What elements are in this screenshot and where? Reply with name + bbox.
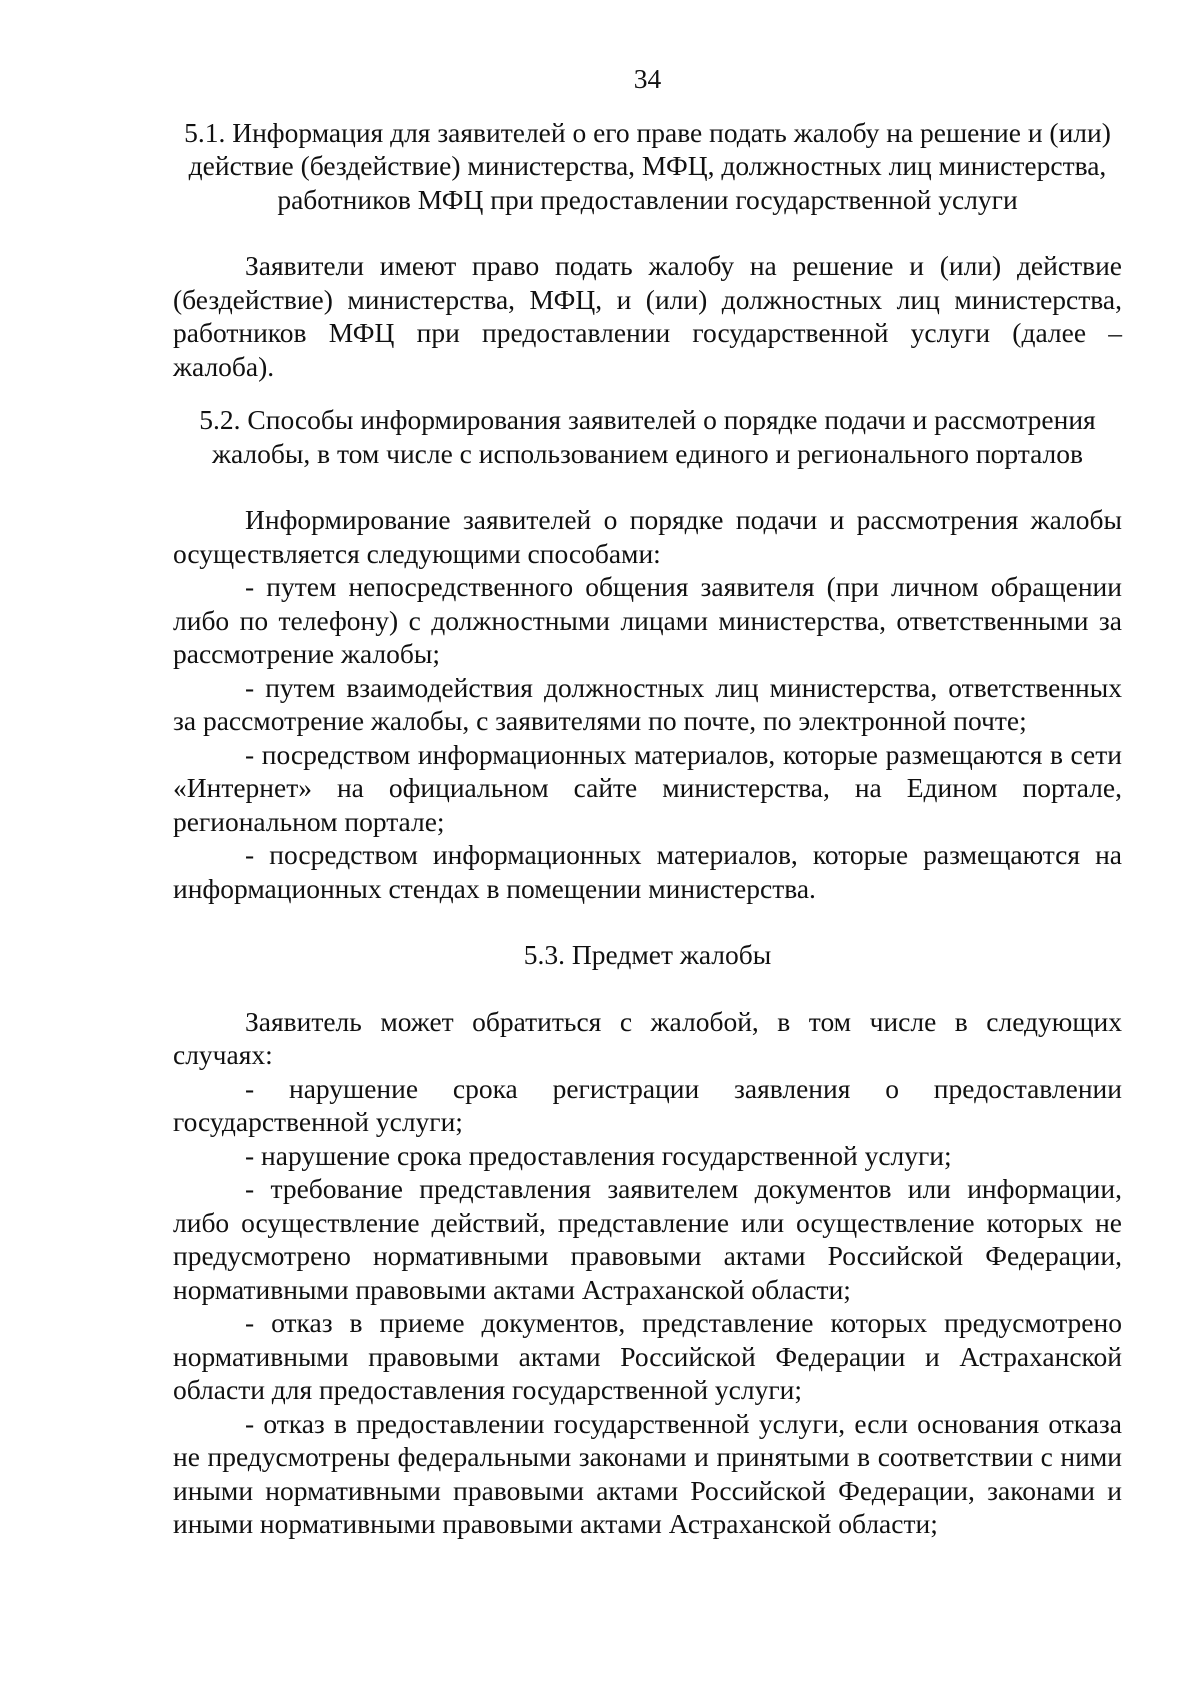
list-item: - посредством информационных материалов, которые размещаются в сети «Интернет» на официальном сайте министерства, на Едином портале, региональном портале; bbox=[173, 738, 1122, 837]
section-heading-5-1: 5.1. Информация для заявителей о его праве подать жалобу на решение и (или) действие (бездействие) министерства, МФЦ, должностных лиц министерства, работников МФЦ при предоставлении государственной услуги bbox=[184, 116, 1111, 215]
section-heading-5-2: 5.2. Способы информирования заявителей о порядке подачи и рассмотрения жалобы, в том числе с использованием единого и регионального порталов bbox=[199, 404, 1096, 469]
list-item: - отказ в приеме документов, представление которых предусмотрено нормативными правовыми актами Российской Федерации и Астраханской области для предоставления государственной услуги; bbox=[173, 1307, 1122, 1405]
paragraph: Информирование заявителей о порядке подачи и рассмотрения жалобы осуществляется следующими способами: bbox=[173, 504, 1122, 569]
paragraph: Заявитель может обратиться с жалобой, в том числе в следующих случаях: bbox=[173, 1005, 1122, 1070]
list-item: - нарушение срока предоставления государственной услуги; bbox=[245, 1139, 952, 1171]
page-number: 34 bbox=[633, 63, 662, 94]
list-item: - путем непосредственного общения заявителя (при личном обращении либо по телефону) с должностными лицами министерства, ответственными за рассмотрение жалобы; bbox=[173, 571, 1122, 669]
list-item: - путем взаимодействия должностных лиц министерства, ответственных за рассмотрение жалобы, с заявителями по почте, по электронной почте; bbox=[173, 671, 1122, 736]
paragraph: Заявители имеют право подать жалобу на решение и (или) действие (бездействие) министерства, МФЦ, и (или) должностных лиц министерства, работников МФЦ при предоставлении государственной услуги (далее – жалоба). bbox=[173, 250, 1122, 382]
list-item: - посредством информационных материалов, которые размещаются на информационных стендах в помещении министерства. bbox=[173, 839, 1122, 904]
document-page bbox=[173, 62, 1122, 1541]
list-item: - требование представления заявителем документов или информации, либо осуществление действий, представление или осуществление которых не предусмотрено нормативными правовыми актами Российской Федерации, нормативными правовыми актами Астраханской области; bbox=[173, 1173, 1122, 1305]
section-heading-5-3: 5.3. Предмет жалобы bbox=[523, 939, 772, 970]
list-item: - отказ в предоставлении государственной услуги, если основания отказа не предусмотрены федеральными законами и принятыми в соответствии с ними иными нормативными правовыми актами Российской Федерации, законами и иными нормативными правовыми актами Астраханской области; bbox=[173, 1407, 1122, 1539]
list-item: - нарушение срока регистрации заявления о предоставлении государственной услуги; bbox=[173, 1072, 1122, 1137]
